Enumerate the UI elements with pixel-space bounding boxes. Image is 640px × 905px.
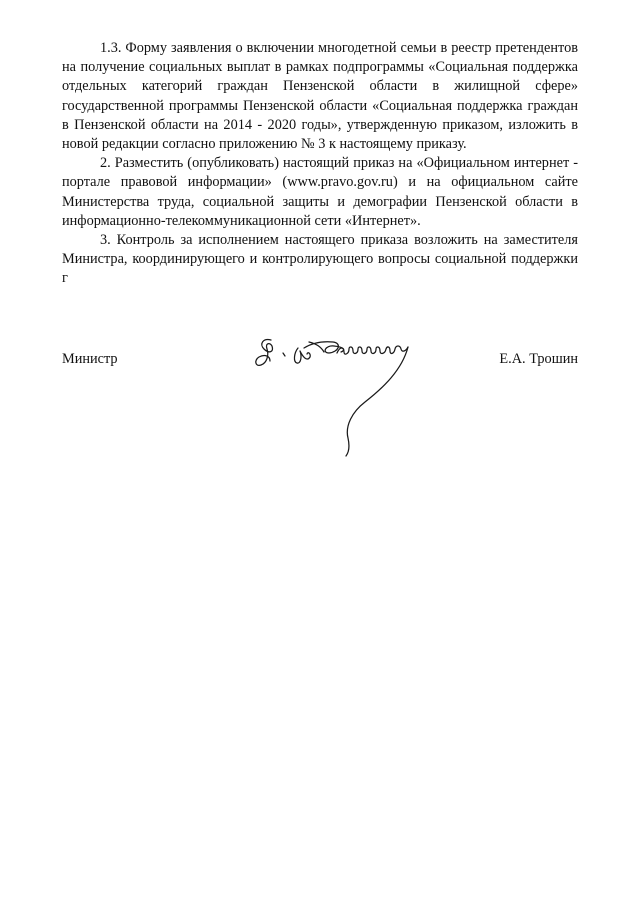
paragraph-3: 3. Контроль за исполнением настоящего приказа возложить на заместителя Министра, координирующего и контролирующего вопросы социальной поддержки г: [62, 232, 578, 287]
handwritten-signature: [245, 318, 420, 458]
paragraph-1-3: 1.3. Форму заявления о включении многодетной семьи в реестр претендентов на получение социальных выплат в рамках подпрограммы «Социальная поддержка отдельных категорий граждан Пензенской области в жилищной сфере» государственной программы Пензенской области «Социальная поддержка граждан в Пензенской области на 2014 - 2020 годы», утвержденную приказом, изложить в новой редакции согласно приложению № 3 к настоящему приказу.: [62, 40, 578, 153]
paragraph-2: 2. Разместить (опубликовать) настоящий приказ на «Официальном интернет - портале правовой информации» (www.pravo.gov.ru) и на официальном сайте Министерства труда, социальной защиты и демографии Пензенской области в информационно-телекоммуникационной сети «Интернет».: [62, 155, 578, 229]
document-body: [62, 39, 578, 289]
signer-position: Министр: [62, 351, 118, 367]
signer-name: Е.А. Трошин: [499, 351, 578, 367]
